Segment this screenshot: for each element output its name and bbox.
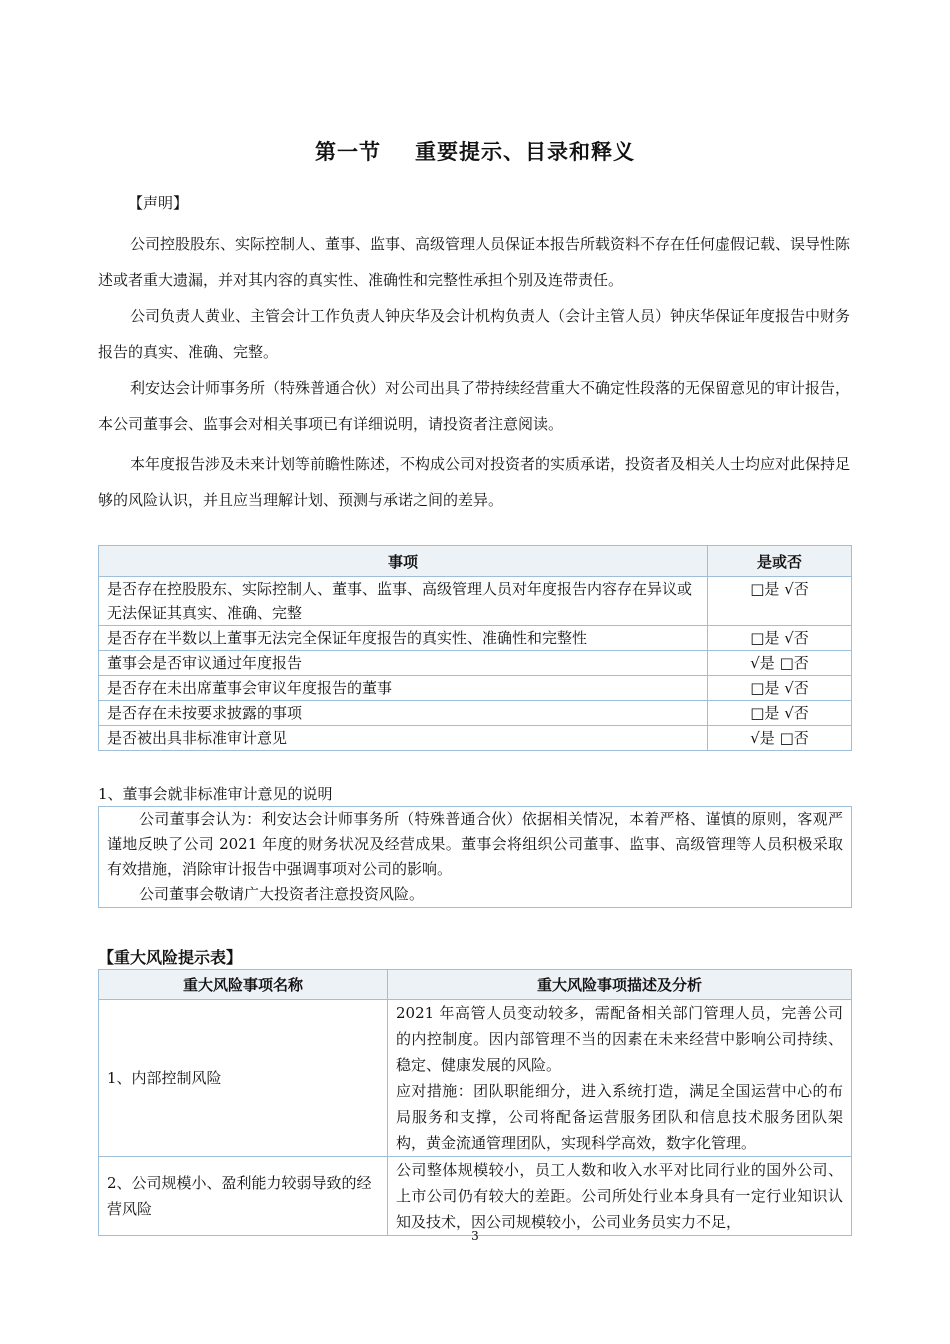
table-row — [99, 651, 852, 676]
risk-name-cell: 1、内部控制风险 — [99, 1000, 388, 1157]
header-matter: 事项 — [99, 546, 708, 577]
answer-cell: □是 √否 — [708, 577, 852, 626]
declaration-label: 【声明】 — [128, 194, 189, 212]
risk-desc-cell — [388, 1157, 852, 1236]
risk-desc-cell — [388, 1000, 852, 1157]
audit-note-box — [98, 806, 852, 908]
header-yes-no: 是或否 — [708, 546, 852, 577]
matters-header-row — [99, 546, 852, 577]
table-row — [99, 577, 852, 626]
answer-cell: □是 √否 — [708, 676, 852, 701]
section-title — [0, 136, 950, 166]
matter-cell: 董事会是否审议通过年度报告 — [99, 651, 708, 676]
header-risk-desc: 重大风险事项描述及分析 — [388, 970, 852, 1000]
answer-cell: □是 √否 — [708, 626, 852, 651]
risk-desc-paragraph: 2021 年高管人员变动较多，需配备相关部门管理人员，完善公司的内控制度。因内部管理不当的因素在未来经营中影响公司持续、稳定、健康发展的风险。 — [396, 1004, 843, 1074]
answer-cell: √是 □否 — [708, 651, 852, 676]
audit-note-heading: 1、董事会就非标准审计意见的说明 — [98, 785, 333, 803]
audit-note-paragraph: 公司董事会认为：利安达会计师事务所（特殊普通合伙）依据相关情况，本着严格、谨慎的原则，客观严谨地反映了公司 2021 年度的财务状况及经营成果。董事会将组织公司董事、监事、高级管理等人员积极采取有效措施，消除审计报告中强调事项对公司的影响。 — [107, 810, 843, 878]
section-number: 第一节 — [315, 140, 381, 164]
matter-cell: 是否被出具非标准审计意见 — [99, 726, 708, 751]
table-row — [99, 701, 852, 726]
matter-cell: 是否存在半数以上董事无法完全保证年度报告的真实性、准确性和完整性 — [99, 626, 708, 651]
risk-table — [98, 969, 852, 1236]
matters-table — [98, 545, 852, 751]
risk-desc-paragraph: 公司整体规模较小，员工人数和收入水平对比同行业的国外公司、上市公司仍有较大的差距。公司所处行业本身具有一定行业知识认知及技术，因公司规模较小，公司业务员实力不足， — [396, 1161, 843, 1231]
matter-cell: 是否存在未按要求披露的事项 — [99, 701, 708, 726]
risk-header-row — [99, 970, 852, 1000]
table-row — [99, 676, 852, 701]
table-row — [99, 1000, 852, 1157]
paragraph-3: 利安达会计师事务所（特殊普通合伙）对公司出具了带持续经营重大不确定性段落的无保留意见的审计报告，本公司董事会、监事会对相关事项已有详细说明，请投资者注意阅读。 — [98, 379, 851, 433]
matter-cell: 是否存在未出席董事会审议年度报告的董事 — [99, 676, 708, 701]
paragraph-4: 本年度报告涉及未来计划等前瞻性陈述，不构成公司对投资者的实质承诺，投资者及相关人士均应对此保持足够的风险认识，并且应当理解计划、预测与承诺之间的差异。 — [98, 455, 851, 509]
section-heading: 重要提示、目录和释义 — [415, 140, 635, 164]
table-row — [99, 1157, 852, 1236]
risk-name-cell: 2、公司规模小、盈利能力较弱导致的经营风险 — [99, 1157, 388, 1236]
risk-desc-paragraph: 应对措施：团队职能细分，进入系统打造，满足全国运营中心的布局服务和支撑，公司将配备运营服务团队和信息技术服务团队架构，黄金流通管理团队，实现科学高效，数字化管理。 — [396, 1082, 843, 1152]
answer-cell: □是 √否 — [708, 701, 852, 726]
paragraph-1: 公司控股股东、实际控制人、董事、监事、高级管理人员保证本报告所载资料不存在任何虚假记载、误导性陈述或者重大遗漏，并对其内容的真实性、准确性和完整性承担个别及连带责任。 — [98, 235, 851, 289]
table-row — [99, 626, 852, 651]
paragraph-2: 公司负责人黄业、主管会计工作负责人钟庆华及会计机构负责人（会计主管人员）钟庆华保证年度报告中财务报告的真实、准确、完整。 — [98, 307, 851, 361]
risk-table-heading: 【重大风险提示表】 — [98, 948, 243, 967]
header-risk-name: 重大风险事项名称 — [99, 970, 388, 1000]
table-row — [99, 726, 852, 751]
page-number: 3 — [471, 1229, 479, 1243]
audit-note-paragraph: 公司董事会敬请广大投资者注意投资风险。 — [139, 885, 425, 903]
matter-cell: 是否存在控股股东、实际控制人、董事、监事、高级管理人员对年度报告内容存在异议或无法保证其真实、准确、完整 — [99, 577, 708, 626]
answer-cell: √是 □否 — [708, 726, 852, 751]
